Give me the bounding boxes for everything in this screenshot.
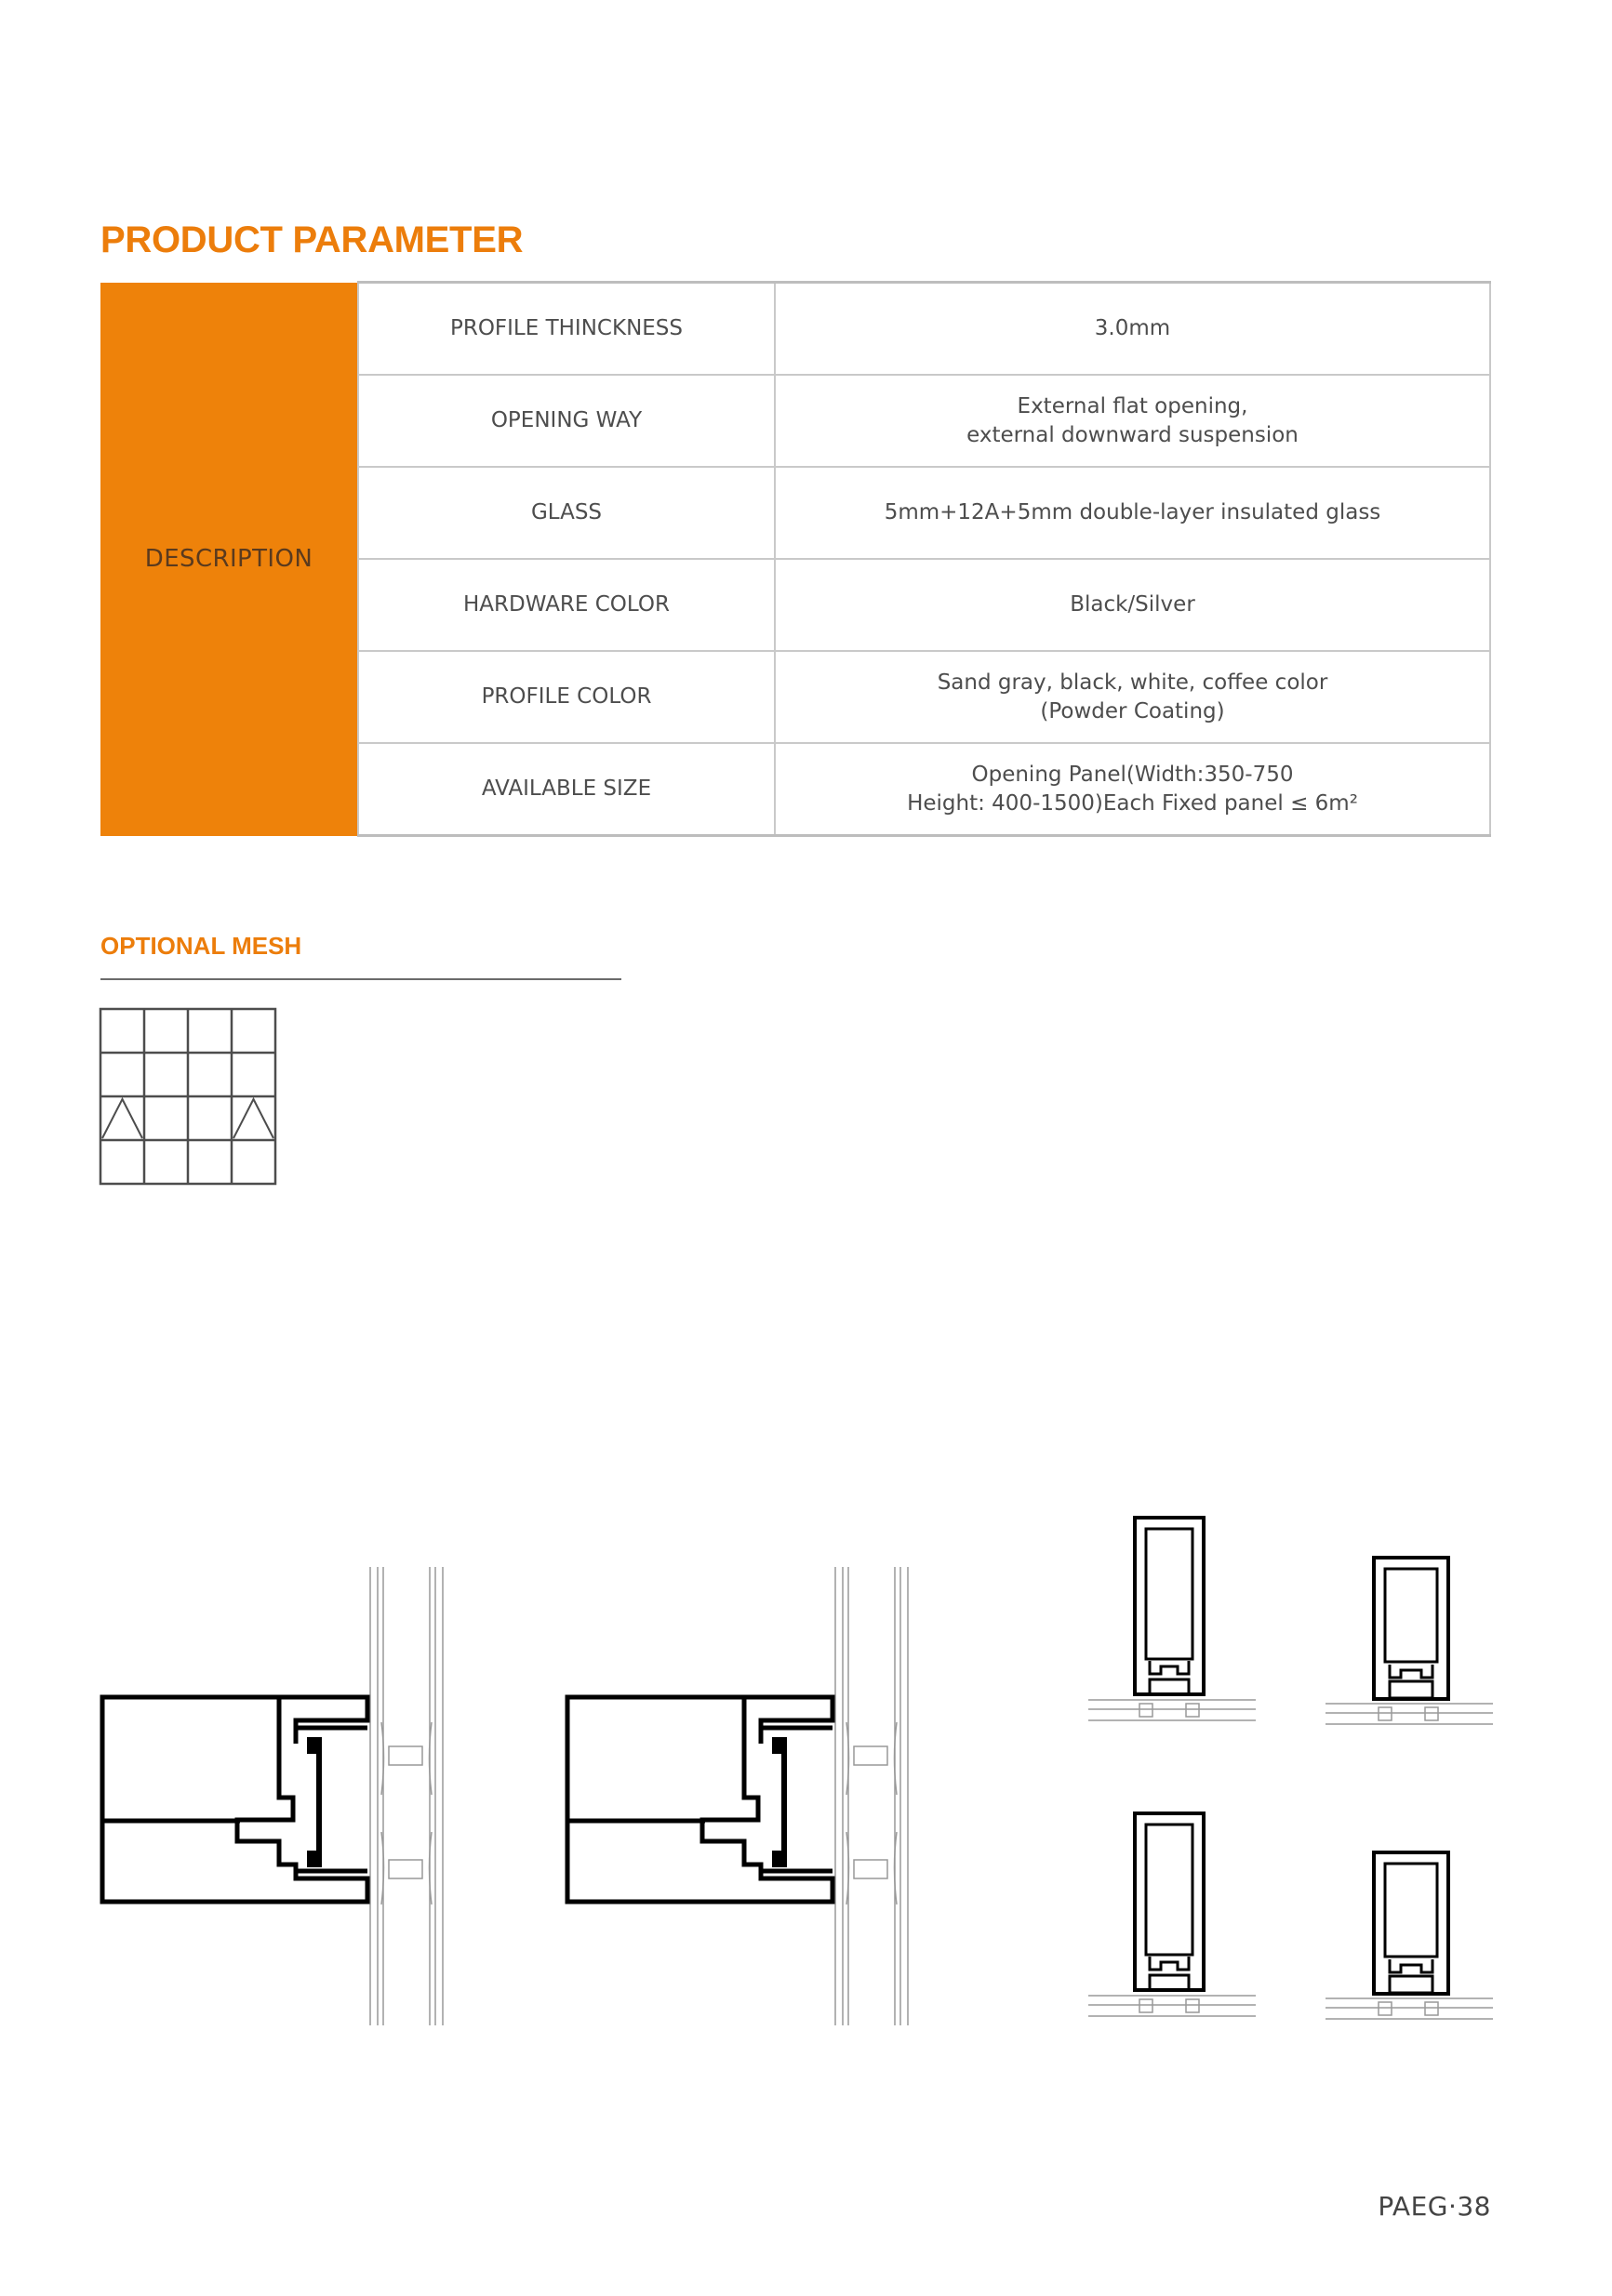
page-number: PAEG·38 xyxy=(1378,2191,1491,2222)
vent-triangle-icon xyxy=(233,1099,273,1138)
vent-triangle-icon xyxy=(102,1099,142,1138)
product-parameter-table xyxy=(100,281,1491,837)
row-label: OPENING WAY xyxy=(358,375,775,467)
row-value: External flat opening, external downward suspension xyxy=(775,375,1490,467)
casement-section-center xyxy=(567,1567,908,2025)
row-value: Black/Silver xyxy=(775,559,1490,651)
casement-section-left xyxy=(102,1567,443,2025)
mullion-section-bottom-right xyxy=(1326,1852,1493,2019)
section-divider xyxy=(100,978,621,980)
mullion-section-bottom-left xyxy=(1088,1813,1256,2016)
row-label: AVAILABLE SIZE xyxy=(358,743,775,836)
row-label: PROFILE COLOR xyxy=(358,651,775,743)
mullion-section-top-left xyxy=(1088,1518,1256,1720)
page-title: PRODUCT PARAMETER xyxy=(100,219,524,260)
mesh-grid-diagram xyxy=(99,1007,279,1188)
description-cell: DESCRIPTION xyxy=(100,283,358,836)
mullion-section-top-right xyxy=(1326,1558,1493,1724)
optional-mesh-title: OPTIONAL MESH xyxy=(100,932,302,960)
row-value: Sand gray, black, white, coffee color (Powder Coating) xyxy=(775,651,1490,743)
profile-section-drawings xyxy=(0,1488,1612,2064)
row-label: PROFILE THINCKNESS xyxy=(358,283,775,376)
row-value: 5mm+12A+5mm double-layer insulated glass xyxy=(775,467,1490,559)
table-row xyxy=(100,283,1490,376)
row-label: GLASS xyxy=(358,467,775,559)
row-label: HARDWARE COLOR xyxy=(358,559,775,651)
row-value: 3.0mm xyxy=(775,283,1490,376)
row-value: Opening Panel(Width:350-750 Height: 400-1500)Each Fixed panel ≤ 6m² xyxy=(775,743,1490,836)
